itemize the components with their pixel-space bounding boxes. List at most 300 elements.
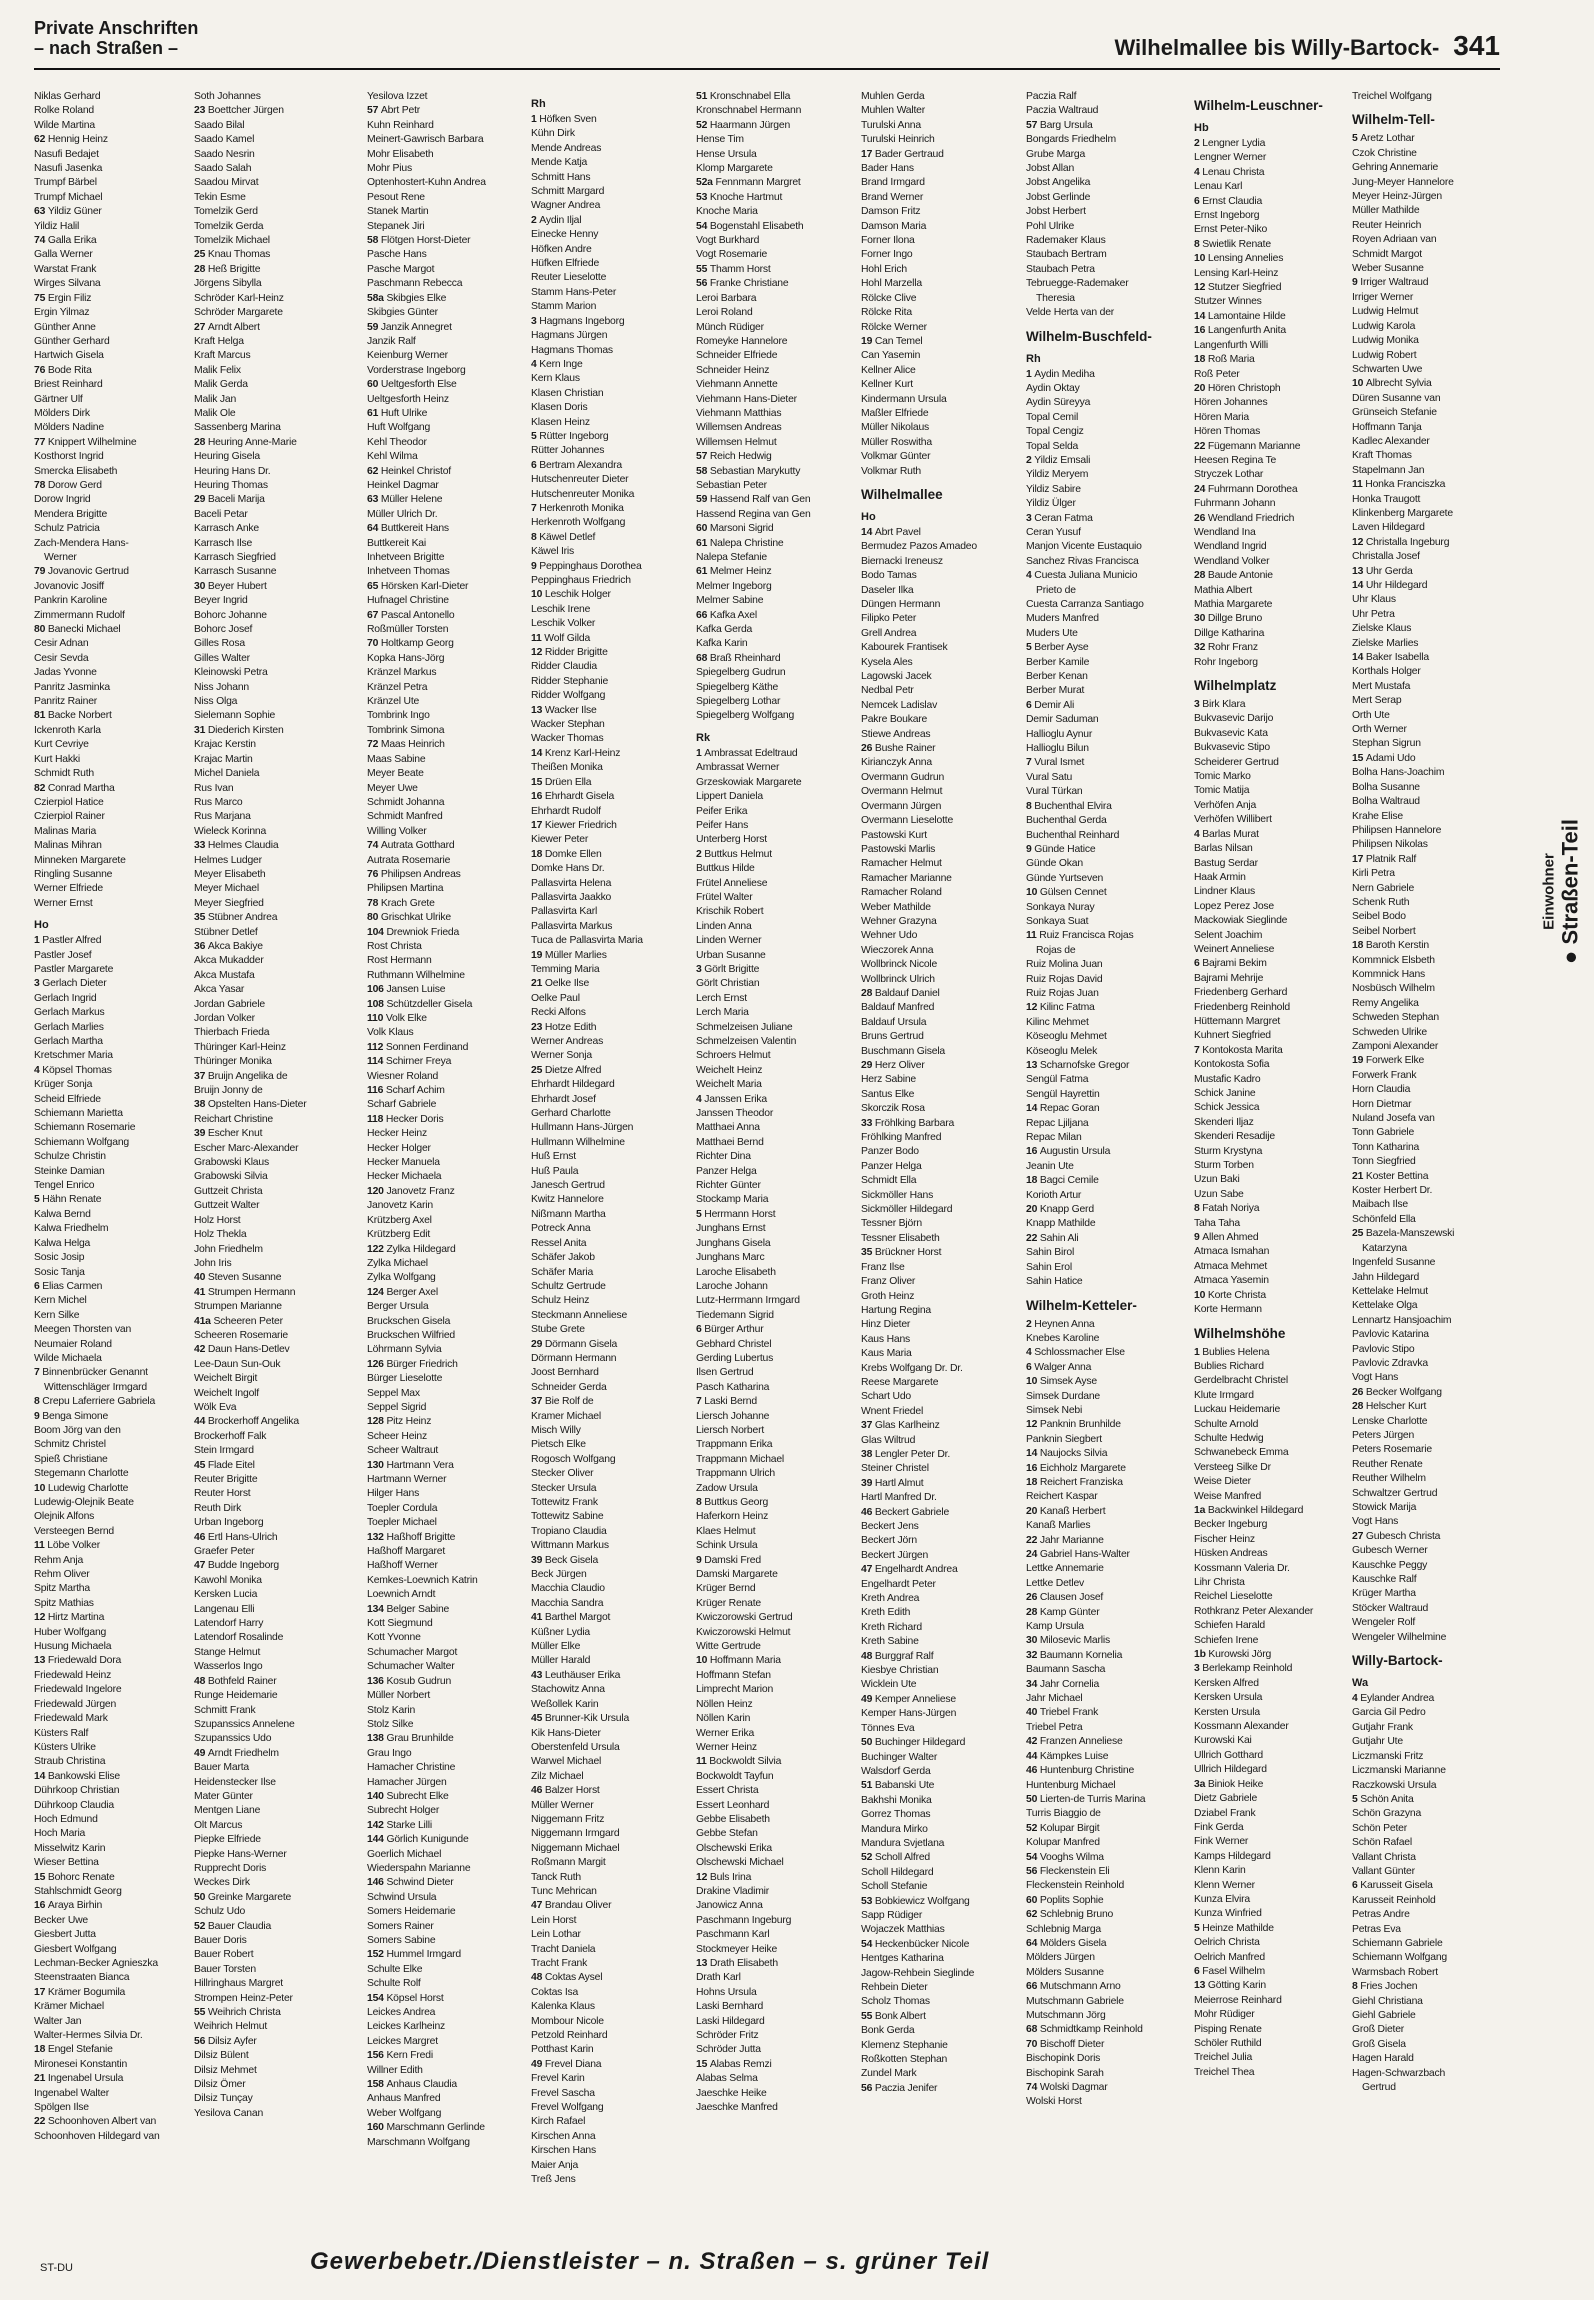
resident-entry	[531, 1597, 681, 1611]
resident-name: Drakine Vladimir	[696, 1885, 770, 1897]
resident-name: Gebbe Elisabeth	[696, 1813, 770, 1825]
resident-entry	[1026, 814, 1176, 828]
resident-name: Dillge Bruno	[1207, 613, 1263, 625]
resident-name: Kurt Hakki	[34, 753, 80, 765]
resident-name: Knoche Hartmut	[709, 191, 783, 203]
house-number: 5	[1352, 1793, 1361, 1805]
resident-name: Lennartz Hansjoachim	[1352, 1314, 1452, 1326]
resident-entry	[1194, 1576, 1344, 1590]
resident-entry	[367, 1228, 517, 1242]
resident-entry	[1026, 1606, 1176, 1620]
resident-name: Lerch Ernst	[696, 992, 747, 1004]
resident-name: Jörgens Sibylla	[194, 278, 262, 290]
resident-name: Hilger Hans	[367, 1488, 420, 1500]
resident-entry	[1194, 1001, 1344, 1015]
resident-entry	[1352, 1141, 1500, 1155]
resident-entry	[1194, 310, 1344, 324]
resident-name: Braß Rheinhard	[709, 652, 781, 664]
resident-entry	[367, 1660, 517, 1674]
resident-name: Szupanssics Annelene	[194, 1718, 295, 1730]
house-number: 67	[367, 609, 381, 621]
resident-entry	[367, 580, 517, 594]
resident-name: Krüger Renate	[696, 1597, 761, 1609]
house-number: 27	[1352, 1530, 1366, 1542]
resident-name: Heynen Anna	[1034, 1318, 1095, 1330]
resident-entry	[1194, 1289, 1344, 1303]
resident-name: Kamp Ursula	[1026, 1621, 1084, 1633]
resident-entry	[194, 2064, 344, 2078]
resident-entry	[367, 263, 517, 277]
house-number: 8	[1352, 1981, 1361, 1993]
resident-name: Barlas Murat	[1202, 828, 1259, 840]
house-number: 60	[367, 379, 381, 391]
resident-name: Bajrami Mehrije	[1194, 972, 1264, 984]
resident-entry	[531, 1193, 681, 1207]
resident-entry	[34, 378, 184, 392]
resident-entry	[531, 2029, 681, 2043]
resident-name: Cesir Sevda	[34, 652, 89, 664]
resident-entry	[367, 378, 517, 392]
resident-name: Werner Elfriede	[34, 883, 103, 895]
house-number: 59	[367, 321, 381, 333]
resident-entry	[34, 1582, 184, 1596]
house-number: 79	[34, 566, 48, 578]
resident-entry	[34, 407, 184, 421]
house-number: 30	[194, 580, 208, 592]
resident-entry	[1194, 885, 1344, 899]
resident-name: Gilles Rosa	[194, 638, 245, 650]
resident-name: Wollbrinck Nicole	[861, 959, 938, 971]
resident-name: Zielske Marlies	[1352, 637, 1419, 649]
resident-entry	[1194, 497, 1344, 511]
resident-name: Kellner Alice	[861, 364, 916, 376]
resident-name: Scheer Waltraut	[367, 1445, 439, 1457]
resident-name: Liersch Johanne	[696, 1410, 770, 1422]
resident-entry	[1194, 1303, 1344, 1317]
resident-entry	[1352, 1706, 1500, 1720]
resident-entry	[531, 862, 681, 876]
resident-entry	[531, 833, 681, 847]
resident-entry	[194, 911, 344, 925]
resident-entry	[531, 2015, 681, 2029]
resident-name: Rohr Ingeborg	[1194, 656, 1258, 668]
resident-entry	[531, 1928, 681, 1942]
resident-entry	[861, 1001, 1011, 1015]
house-number: 74	[34, 235, 48, 247]
resident-name: Heuring Thomas	[194, 479, 268, 491]
resident-entry	[696, 1150, 846, 1164]
resident-entry	[531, 1784, 681, 1798]
resident-name: Wilde Michaela	[34, 1352, 102, 1364]
resident-name: Küsters Ulrike	[34, 1741, 96, 1753]
resident-name: Nemcek Ladislav	[861, 699, 938, 711]
resident-entry	[367, 335, 517, 349]
resident-name: Ehrhardt Josef	[531, 1093, 596, 1105]
resident-name: Schmidt Johanna	[367, 796, 445, 808]
house-number: 10	[1352, 378, 1366, 390]
house-number: 81	[34, 710, 48, 722]
resident-name: Leuthäuser Erika	[544, 1669, 621, 1681]
house-number: 52a	[696, 177, 716, 189]
resident-entry	[1026, 958, 1176, 972]
resident-entry	[1352, 1429, 1500, 1443]
resident-name: Schumacher Walter	[367, 1661, 455, 1673]
resident-name: Schweden Stephan	[1352, 1012, 1439, 1024]
resident-name: Schoonhoven Hildegard van	[34, 2130, 160, 2142]
resident-entry	[861, 364, 1011, 378]
resident-entry	[367, 2035, 517, 2049]
resident-name: Berber Kenan	[1026, 671, 1088, 683]
resident-name: Karrasch Susanne	[194, 566, 277, 578]
resident-entry	[531, 459, 681, 473]
resident-entry	[1026, 497, 1176, 511]
resident-name: Yildiz Meryem	[1026, 469, 1089, 481]
resident-entry	[1352, 219, 1500, 233]
resident-name: Roßmüller Torsten	[367, 624, 449, 636]
resident-entry	[696, 1813, 846, 1827]
resident-name: Lihr Christa	[1194, 1577, 1245, 1588]
resident-name: Saado Nesrin	[194, 148, 255, 160]
house-number: 56	[861, 2082, 875, 2094]
resident-entry	[1352, 1793, 1500, 1807]
resident-name: Werner Ernst	[34, 897, 93, 909]
resident-entry	[696, 234, 846, 248]
resident-name: Tomelzik Gerd	[194, 206, 258, 218]
resident-name: Sebastian Marykutty	[709, 465, 801, 477]
section-side-tab	[1542, 760, 1582, 1020]
house-number: 1	[696, 747, 705, 759]
resident-name: Hoffmann Maria	[709, 1655, 781, 1667]
resident-entry	[34, 565, 184, 579]
resident-name: Haarmann Jürgen	[709, 119, 791, 131]
resident-name: Krach Grete	[380, 897, 435, 909]
resident-entry	[1026, 1332, 1176, 1346]
resident-entry	[1352, 1908, 1500, 1922]
resident-name: Hartung Regina	[861, 1304, 931, 1316]
resident-name: Werner Heinz	[696, 1741, 757, 1753]
resident-name: Hagmans Ingeborg	[539, 315, 625, 327]
resident-entry	[367, 1588, 517, 1602]
resident-name: Schmitt Hans	[531, 171, 591, 183]
resident-entry	[1026, 1390, 1176, 1404]
resident-entry	[696, 1352, 846, 1366]
resident-name: Leickes Andrea	[367, 2007, 436, 2019]
resident-entry	[367, 2064, 517, 2078]
resident-name: Dorow Ingrid	[34, 494, 91, 506]
resident-name: Kronschnabel Hermann	[696, 105, 802, 117]
resident-name: Stolz Silke	[367, 1718, 414, 1730]
resident-name: Rehm Oliver	[34, 1569, 90, 1581]
resident-entry	[34, 1410, 184, 1424]
resident-name: Kramer Michael	[531, 1410, 601, 1422]
resident-entry	[861, 119, 1011, 133]
resident-entry	[696, 695, 846, 709]
resident-entry	[531, 257, 681, 271]
house-number: 5	[1352, 133, 1361, 145]
house-number: 77	[34, 436, 48, 448]
resident-name: Rost Christa	[367, 940, 422, 952]
resident-name: Heidenstecker Ilse	[194, 1776, 276, 1788]
house-number: 21	[1352, 1170, 1366, 1182]
resident-name: Tonn Katharina	[1352, 1141, 1420, 1153]
resident-name: Mohr Elisabeth	[367, 148, 434, 160]
resident-entry	[367, 1444, 517, 1458]
resident-name: Stecker Oliver	[531, 1468, 594, 1480]
house-number: 76	[367, 868, 381, 880]
resident-name: Schulte Hedwig	[1194, 1432, 1264, 1444]
resident-name: Karrasch Ilse	[194, 537, 253, 549]
house-number: 59	[696, 494, 710, 506]
resident-name: Akca Bakiye	[207, 940, 263, 952]
resident-name: Schmidtkamp Reinhold	[1039, 2024, 1143, 2036]
resident-name: Mackowiak Sieglinde	[1194, 915, 1288, 927]
house-number: 26	[1026, 1592, 1040, 1604]
resident-name: Peppinghaus Friedrich	[531, 575, 631, 586]
resident-name: Weichelt Maria	[696, 1079, 762, 1091]
resident-entry	[367, 479, 517, 493]
house-number: 22	[1194, 440, 1208, 452]
resident-entry	[1194, 598, 1344, 612]
resident-entry	[1026, 454, 1176, 468]
resident-name: Somers Sabine	[367, 1935, 436, 1946]
resident-entry	[696, 1885, 846, 1899]
resident-entry	[1194, 252, 1344, 266]
resident-name: Honka Traugott	[1352, 493, 1421, 505]
resident-entry	[367, 2136, 517, 2150]
resident-name: Petras Eva	[1352, 1923, 1401, 1935]
resident-name: Milosevic Marlis	[1039, 1635, 1110, 1647]
resident-entry	[194, 1473, 344, 1487]
resident-name: Lippert Daniela	[696, 791, 763, 803]
resident-entry	[531, 2072, 681, 2086]
resident-entry	[194, 753, 344, 767]
resident-name: Nöllen Heinz	[696, 1698, 753, 1710]
resident-name: Brandau Oliver	[544, 1900, 612, 1912]
resident-entry	[34, 277, 184, 291]
resident-entry	[531, 401, 681, 415]
resident-entry	[1194, 569, 1344, 583]
resident-entry	[367, 522, 517, 536]
house-number: 53	[861, 1895, 875, 1907]
resident-name: Ridder Wolfgang	[531, 690, 606, 702]
resident-entry	[531, 1727, 681, 1741]
resident-entry	[861, 292, 1011, 306]
resident-entry	[367, 1761, 517, 1775]
resident-entry	[1352, 982, 1500, 996]
resident-name: Jobst Herbert	[1026, 206, 1086, 218]
resident-name: Linden Anna	[696, 920, 752, 932]
resident-name: Paschmann Karl	[696, 1929, 770, 1941]
house-number: 80	[34, 624, 48, 636]
resident-entry	[1026, 713, 1176, 727]
resident-name: Theißen Monika	[531, 762, 603, 774]
resident-name: Dziabel Frank	[1194, 1807, 1256, 1819]
house-number: 19	[861, 335, 875, 347]
resident-entry	[1352, 377, 1500, 391]
resident-name: Toepler Michael	[367, 1517, 437, 1529]
resident-entry	[1194, 1677, 1344, 1691]
resident-name: Kysela Ales	[861, 656, 913, 668]
resident-name: Oelke Paul	[531, 992, 580, 1004]
resident-name: Groth Heinz	[861, 1290, 915, 1302]
resident-entry	[861, 1376, 1011, 1390]
resident-entry	[1194, 1389, 1344, 1403]
house-number: 16	[34, 1900, 48, 1912]
resident-entry	[1194, 1691, 1344, 1705]
resident-name: Raczkowski Ursula	[1352, 1779, 1437, 1791]
resident-entry	[194, 868, 344, 882]
resident-name: Vural Ismet	[1034, 757, 1085, 769]
resident-name: Vallant Christa	[1352, 1851, 1416, 1863]
resident-entry	[34, 1885, 184, 1899]
resident-name: Heinkel Christof	[380, 465, 451, 477]
resident-name: Baude Antonie	[1207, 570, 1273, 582]
resident-name: Aydin Iljal	[539, 214, 582, 226]
resident-name: Grzeskowiak Margarete	[696, 776, 802, 788]
resident-entry	[1352, 925, 1500, 939]
resident-entry	[367, 1041, 517, 1055]
house-number: 21	[531, 978, 545, 990]
resident-name: Reuter Lieselotte	[531, 272, 607, 284]
resident-entry	[34, 1626, 184, 1640]
resident-entry	[1194, 1763, 1344, 1777]
resident-entry	[1026, 1519, 1176, 1533]
resident-entry	[1194, 2008, 1344, 2022]
resident-name: Rus Marjana	[194, 811, 251, 823]
resident-name: Katarzyna	[1362, 1242, 1407, 1254]
resident-name: Weihrich Helmut	[194, 2021, 268, 2033]
resident-entry	[34, 306, 184, 320]
resident-name: Krischik Robert	[696, 906, 764, 918]
resident-entry	[861, 670, 1011, 684]
resident-entry	[861, 176, 1011, 190]
resident-entry	[194, 205, 344, 219]
resident-entry	[194, 407, 344, 421]
resident-name: Hoffmann Tanja	[1352, 421, 1422, 433]
house-number: 54	[861, 1938, 875, 1950]
resident-name: Wicklein Ute	[861, 1679, 917, 1691]
resident-entry	[861, 1952, 1011, 1966]
resident-name: Unterberg Horst	[696, 834, 767, 846]
house-number: 138	[367, 1733, 387, 1745]
resident-entry	[531, 1251, 681, 1265]
resident-entry	[194, 1992, 344, 2006]
resident-entry	[1352, 694, 1500, 708]
resident-entry	[1194, 871, 1344, 885]
resident-entry	[1026, 1706, 1176, 1720]
resident-name: Walger Anna	[1034, 1361, 1092, 1373]
resident-name: Pisping Renate	[1194, 2023, 1262, 2035]
resident-name: Korte Christa	[1207, 1289, 1266, 1301]
resident-name: Volkmar Günter	[861, 451, 931, 463]
resident-name: Lindner Klaus	[1194, 886, 1255, 898]
house-number: 46	[194, 1531, 208, 1543]
resident-entry	[696, 205, 846, 219]
resident-entry	[531, 1712, 681, 1726]
resident-name: Huber Wolfgang	[34, 1626, 107, 1638]
resident-name: Baumann Kornelia	[1039, 1649, 1123, 1661]
resident-entry	[194, 926, 344, 940]
resident-entry	[194, 335, 344, 349]
resident-name: Ruthmann Wilhelmine	[367, 969, 465, 981]
resident-name: Rus Ivan	[194, 782, 234, 794]
resident-name: Tuca de Pallasvirta Maria	[531, 935, 643, 947]
resident-name: Görlt Brigitte	[704, 963, 760, 975]
resident-entry	[1026, 1016, 1176, 1030]
resident-name: Kemper Hans-Jürgen	[861, 1708, 957, 1720]
resident-entry	[194, 90, 344, 104]
resident-entry	[696, 421, 846, 435]
resident-entry	[696, 1957, 846, 1971]
resident-name: Pasche Margot	[367, 263, 435, 275]
resident-name: Urban Ingeborg	[194, 1517, 264, 1529]
house-number: 29	[861, 1060, 875, 1071]
resident-entry	[1194, 1188, 1344, 1202]
resident-entry	[861, 2082, 1011, 2096]
resident-entry	[696, 862, 846, 876]
resident-entry	[1026, 220, 1176, 234]
resident-name: Junghans Ernst	[696, 1223, 766, 1235]
house-number: 136	[367, 1675, 387, 1687]
resident-name: Wendland Ina	[1194, 526, 1256, 538]
house-number: 15	[696, 2058, 710, 2070]
house-number: 21	[34, 2073, 48, 2085]
resident-name: Fennmann Margret	[715, 177, 801, 189]
resident-entry	[34, 1381, 184, 1395]
resident-entry	[531, 1280, 681, 1294]
resident-entry	[194, 479, 344, 493]
resident-entry	[367, 1819, 517, 1833]
resident-name: Wendland Volker	[1194, 555, 1270, 567]
resident-entry	[34, 1539, 184, 1553]
resident-entry	[367, 450, 517, 464]
resident-name: Hohl Marzella	[861, 278, 922, 290]
resident-entry	[861, 1736, 1011, 1750]
resident-name: Tracht Daniela	[531, 1943, 596, 1955]
house-number: 28	[1026, 1606, 1040, 1618]
resident-entry	[531, 1323, 681, 1337]
resident-name: Scharnofske Gregor	[1039, 1060, 1130, 1071]
resident-entry	[1194, 1619, 1344, 1633]
resident-name: Kossmann Valeria Dr.	[1194, 1562, 1290, 1574]
resident-name: Melmer Ingeborg	[696, 580, 772, 592]
resident-entry	[861, 1347, 1011, 1361]
resident-name: Hoffmann Stefan	[696, 1669, 771, 1681]
resident-entry	[1352, 1894, 1500, 1908]
house-number: 16	[1026, 1146, 1040, 1158]
resident-name: Scheiderer Gertrud	[1194, 756, 1279, 768]
resident-name: Akca Yasar	[194, 984, 245, 996]
resident-name: Mert Serap	[1352, 695, 1402, 707]
resident-entry	[1352, 608, 1500, 622]
resident-name: Mandura Mirko	[861, 1823, 928, 1835]
resident-entry	[1352, 248, 1500, 262]
resident-name: Wnent Friedel	[861, 1405, 924, 1417]
resident-name: Hagmans Jürgen	[531, 330, 608, 342]
resident-entry	[34, 1021, 184, 1035]
house-number: 57	[696, 451, 710, 463]
resident-entry	[194, 220, 344, 234]
resident-entry	[1026, 800, 1176, 814]
resident-entry	[531, 891, 681, 905]
resident-entry	[194, 897, 344, 911]
house-number: 13	[1352, 565, 1366, 577]
house-number: 4	[1194, 828, 1203, 840]
resident-name: Janzik Annegret	[380, 321, 452, 333]
resident-name: Jung-Meyer Hannelore	[1352, 176, 1454, 188]
resident-name: Küßner Lydia	[531, 1626, 591, 1638]
resident-entry	[1352, 1314, 1500, 1328]
